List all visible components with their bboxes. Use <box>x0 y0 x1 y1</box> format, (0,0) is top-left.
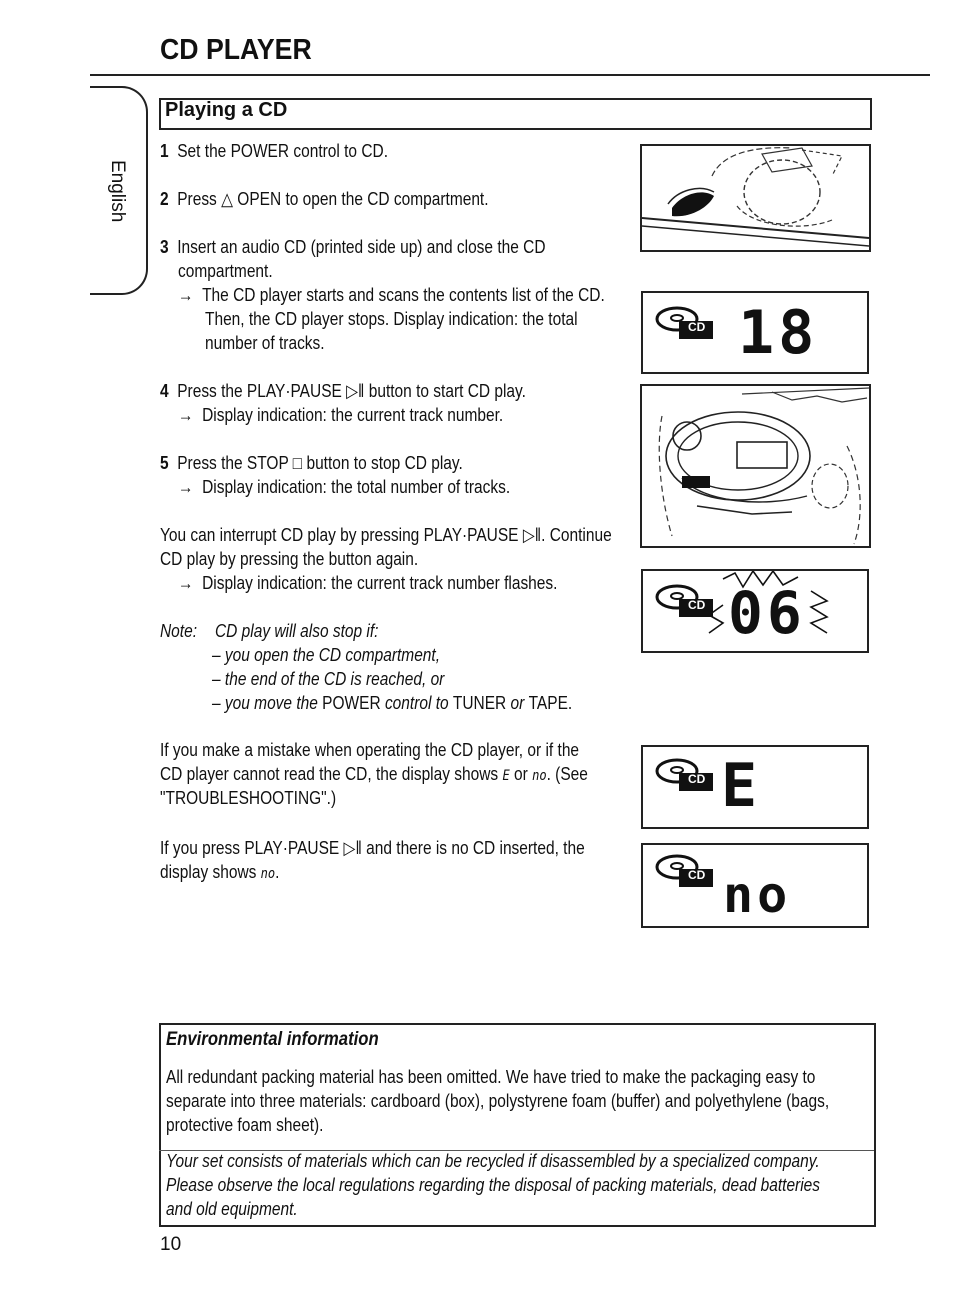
language-tab-label: English <box>107 160 128 223</box>
error-readout: E <box>721 751 758 821</box>
step-4 <box>160 379 526 403</box>
interrupt-line1: You can interrupt CD play by pressing PLAY·PAUSE ▷‖. Continue <box>160 525 612 545</box>
env-p2-line2: Please observe the local regulations regarding the disposal of packing materials, dead batteries <box>166 1175 821 1195</box>
track-number-readout: 06 <box>728 579 806 647</box>
display-current-track <box>641 569 869 653</box>
environmental-info-title: Environmental information <box>166 1029 379 1050</box>
step-text: Press △ OPEN to open the CD compartment. <box>177 189 489 209</box>
env-p2-line1: Your set consists of materials which can be recycled if disassembled by a specialized company. <box>166 1151 820 1171</box>
step-1 <box>160 139 388 163</box>
interrupt-line2: CD play by pressing the button again. <box>160 549 419 569</box>
step-3-line2: compartment. <box>178 261 273 281</box>
section-title: Playing a CD <box>165 99 288 121</box>
step-text: Press the PLAY·PAUSE ▷‖ button to start CD play. <box>177 381 526 401</box>
cd-lid-drawing <box>642 146 869 250</box>
step-5 <box>160 451 463 475</box>
mistake-line2: CD player cannot read the CD, the display shows E or no. (See <box>160 764 588 784</box>
display-error <box>641 745 869 829</box>
mistake-line3: "TROUBLESHOOTING".) <box>160 788 337 808</box>
step-3-result: → The CD player starts and scans the contents list of the CD. <box>178 285 605 305</box>
step-text: Insert an audio CD (printed side up) and close the CD <box>177 237 546 257</box>
env-p1-line2: separate into three materials: cardboard (box), polystyrene foam (buffer) and polyethylene (bags, <box>166 1091 830 1111</box>
header-rule <box>90 74 930 76</box>
cd-icon <box>653 853 715 889</box>
track-count-readout: 18 <box>738 298 819 368</box>
cd-player-front-drawing <box>642 386 869 546</box>
nocd-line2: display shows no. <box>160 862 280 882</box>
step-text: Press the STOP □ button to stop CD play. <box>177 453 463 473</box>
note-item-2: – the end of the CD is reached, or <box>212 669 445 689</box>
step-number: 1 <box>160 141 169 161</box>
mistake-line1: If you make a mistake when operating the CD player, or if the <box>160 740 580 760</box>
cd-icon-label: CD <box>688 868 706 882</box>
env-p1-line3: protective foam sheet). <box>166 1115 324 1135</box>
step-3 <box>160 235 546 259</box>
step-number: 3 <box>160 237 169 257</box>
cd-icon-label: CD <box>688 598 706 612</box>
page-number: 10 <box>160 1234 182 1255</box>
step-number: 4 <box>160 381 169 401</box>
cd-icon <box>653 305 715 341</box>
display-total-tracks <box>641 291 869 374</box>
step-2 <box>160 187 489 211</box>
step-4-result: → Display indication: the current track number. <box>178 405 504 425</box>
step-5-result: → Display indication: the total number of tracks. <box>178 477 511 497</box>
step-3-result-line3: number of tracks. <box>205 333 325 353</box>
note-intro: CD play will also stop if: <box>215 621 379 641</box>
cd-icon-label: CD <box>688 320 706 334</box>
display-no-disc <box>641 843 869 928</box>
interrupt-result: → Display indication: the current track number flashes. <box>178 573 558 593</box>
page-title: CD PLAYER <box>160 34 312 66</box>
illustration-open-button <box>640 144 871 252</box>
note-item-1: – you open the CD compartment, <box>212 645 441 665</box>
illustration-front-panel <box>640 384 871 548</box>
note-item-3: – you move the POWER control to TUNER or TAPE. <box>212 693 573 713</box>
step-number: 2 <box>160 189 169 209</box>
cd-icon-label: CD <box>688 772 706 786</box>
step-3-result-line2: Then, the CD player stops. Display indication: the total <box>205 309 578 329</box>
env-p2-line3: and old equipment. <box>166 1199 298 1219</box>
cd-icon <box>653 757 715 793</box>
no-disc-readout: no <box>723 866 792 924</box>
step-number: 5 <box>160 453 169 473</box>
step-text: Set the POWER control to CD. <box>177 141 389 161</box>
note-label: Note: <box>160 621 198 641</box>
env-p1-line1: All redundant packing material has been omitted. We have tried to make the packaging easy to <box>166 1067 816 1087</box>
nocd-line1: If you press PLAY·PAUSE ▷‖ and there is no CD inserted, the <box>160 838 585 858</box>
